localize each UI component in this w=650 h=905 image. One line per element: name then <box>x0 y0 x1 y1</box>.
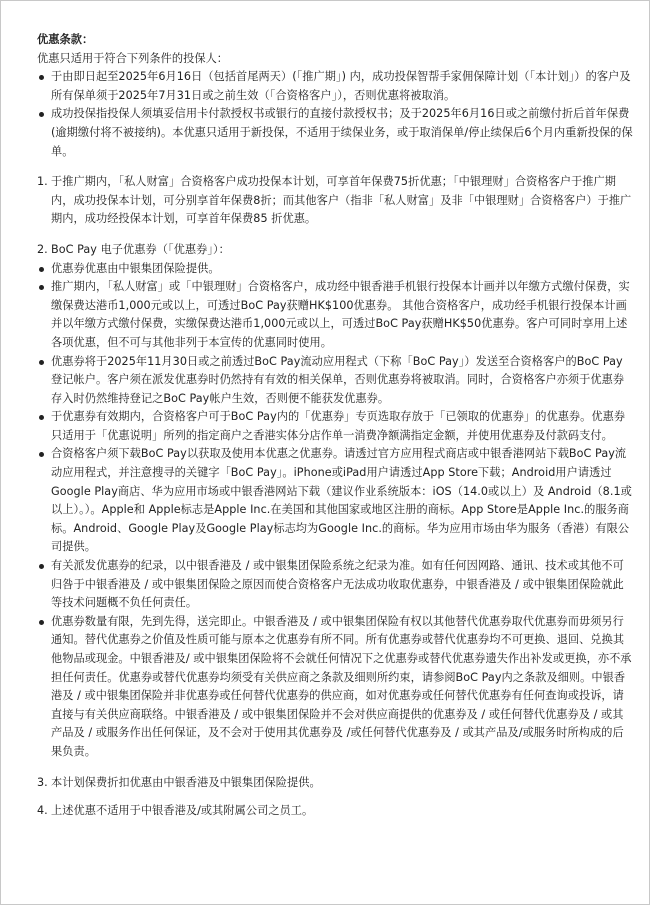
coupon-term-item: 合资格客户须下载BoC Pay以获取及使用本优惠之优惠券。请透过官方应用程式商店或中银香港网站下载BoC Pay流动应用程式，并注意搜寻的关键字「BoC Pay」。iPhone或iPad用户请透过App Store下载；Android用户请透过Google Play商店、华为应用市场或中银香港网站下载（建议作业系统版本：iOS（14.0或以上）及 Android（8.1或以上）。）。Apple和 Apple标志是Apple Inc.在美国和其他国家或地区注册的商标。App Store是Apple Inc.的服务商标。Android、Google Play及Google Play标志均为Google Inc.的商标。华为应用市场由华为服务（香港）有限公司提供。 <box>37 445 633 557</box>
terms-title: 优惠条款： <box>37 33 94 46</box>
coupon-term-item: 于优惠券有效期内，合资格客户可于BoC Pay内的「优惠券」专页选取存放于「已领取的优惠券」的优惠券。优惠券只适用于「优惠说明」所列的指定商户之香港实体分店作单一消费净额满指定金额，并使用优惠券及付款码支付。 <box>37 408 633 445</box>
clause-2 <box>37 241 633 260</box>
clause-4 <box>37 802 633 821</box>
coupon-terms-list <box>37 260 633 762</box>
coupon-term-item: 优惠券将于2025年11月30日或之前透过BoC Pay流动应用程式（下称「BoC Pay」）发送至合资格客户的BoC Pay登记帐户。客户须在派发优惠券时仍然持有有效的相关保单，否则优惠券将被取消。同时，合资格客户亦须于优惠券存入时仍然维持登记之BoC Pay帐户生效，否则便不能获发优惠券。 <box>37 353 633 409</box>
coupon-term-item: 有关派发优惠券的纪录，以中银香港及 / 或中银集团保险系统之纪录为准。如有任何因网路、通讯、技术或其他不可归咎于中银香港及 / 或中银集团保险之原因而使合资格客户无法成功收取优惠券，中银香港及 / 或中银集团保险就此等技术问题概不负任何责任。 <box>37 557 633 613</box>
clause-1 <box>37 173 633 229</box>
clause-number: 3. <box>37 775 48 789</box>
clause-number: 4. <box>37 804 48 818</box>
clause-3 <box>37 774 633 793</box>
clause-text: 上述优惠不适用于中银香港及/或其附属公司之员工。 <box>51 804 314 818</box>
coupon-term-item: 推广期内，「私人财富」或「中银理财」合资格客户，成功经中银香港手机银行投保本计画并以年缴方式缴付保费，实缴保费达港币1,000元或以上，可透过BoC Pay获赠HK$100优惠券。 其他合资格客户，成功经手机银行投保本计画并以年缴方式缴付保费，实缴保费达港币1,000元或以上，可透过BoC Pay获赠HK$50优惠券。客户可同时享用上述各项优惠，但不可与其他非列于本宣传的优惠同时使用。 <box>37 278 633 352</box>
clause-text: 于推广期内，「私人财富」合资格客户成功投保本计划，可享首年保费75折优惠；「中银理财」合资格客户于推广期内，成功投保本计划，可分别享首年保费8折；而其他客户（指非「私人财富」及非「中银理财」合资格客户）于推广期内，成功经投保本计划，可享首年保费85 折优惠。 <box>51 175 632 226</box>
coupon-term-item: 优惠券优惠由中银集团保险提供。 <box>37 260 633 279</box>
eligibility-item: 于由即日起至2025年6月16日（包括首尾两天）(「推广期」) 内，成功投保智帮手家佣保障计划（「本计划」）的客户及所有保单须于2025年7月31日或之前生效（「合资格客户」），否则优惠将被取消。 <box>37 68 633 105</box>
clause-text: BoC Pay 电子优惠券（「优惠券」）： <box>51 242 230 256</box>
clause-number: 1. <box>37 175 48 189</box>
eligibility-list <box>37 68 633 161</box>
eligibility-item: 成功投保指投保人须填妥信用卡付款授权书或银行的直接付款授权书；及于2025年6月16日或之前缴付折后首年保费(逾期缴付将不被接纳)。本优惠只适用于新投保，不适用于续保业务，或于取消保单/停止续保后6个月内重新投保的保单。 <box>37 105 633 161</box>
terms-intro: 优惠只适用于符合下列条件的投保人： <box>37 51 229 65</box>
clause-text: 本计划保费折扣优惠由中银香港及中银集团保险提供。 <box>51 775 321 789</box>
coupon-term-item: 优惠券数量有限，先到先得，送完即止。中银香港及 / 或中银集团保险有权以其他替代优惠券取代优惠券而毋须另行通知。替代优惠券之价值及性质可能与原本之优惠券有所不同。所有优惠券或替代优惠券均不可更换、退回、兑换其他物品或现金。中银香港及/ 或中银集团保险将不会就任何情况下之优惠券或替代优惠券遗失作出补发或更换，亦不承担任何责任。优惠券或替代优惠券均须受有关供应商之条款及细则所约束，请参阅BoC Pay内之条款及细则。中银香港及 / 或中银集团保险并非优惠券或任何替代优惠券的供应商，如对优惠券或任何替代优惠券有任何查询或投诉，请直接与有关供应商联络。中银香港及 / 或中银集团保险并不会对供应商提供的优惠券及 / 或任何替代优惠券及 / 或其产品及 / 或服务作出任何保证，及不会对于使用其优惠券及 /或任何替代优惠券及 / 或其产品及/或服务时所构成的后果负责。 <box>37 613 633 762</box>
clause-number: 2. <box>37 242 48 256</box>
